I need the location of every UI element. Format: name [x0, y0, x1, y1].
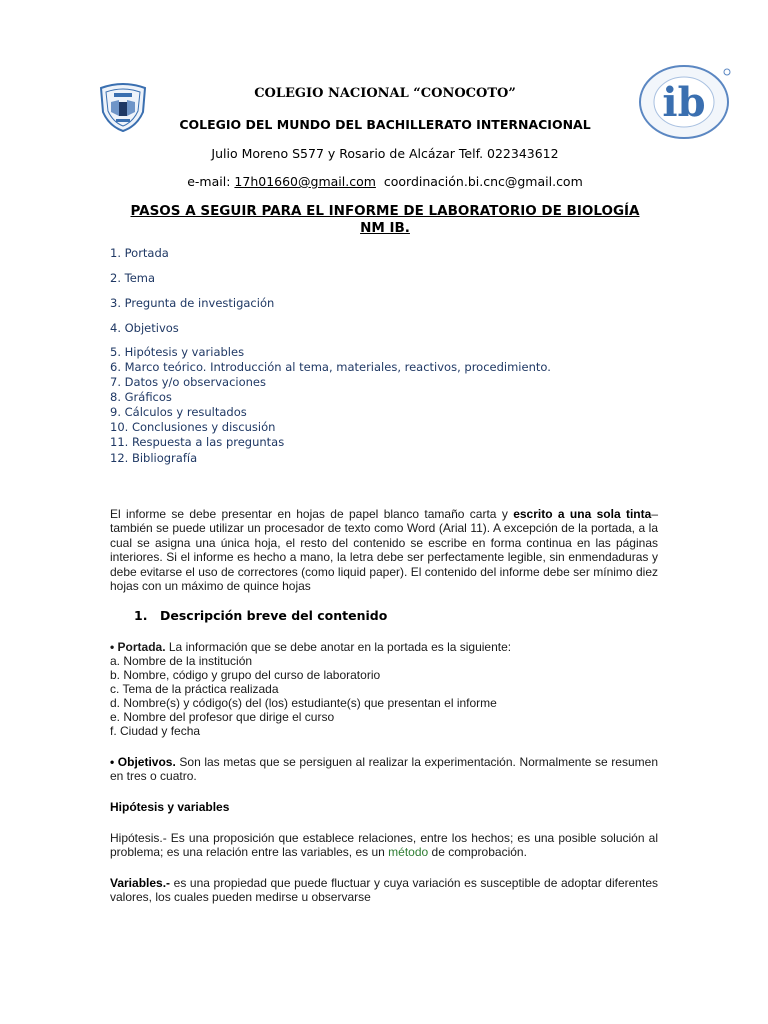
- outline-item: 9. Cálculos y resultados: [110, 405, 247, 419]
- portada-item: e. Nombre del profesor que dirige el curso: [110, 710, 335, 724]
- portada-item: d. Nombre(s) y código(s) del (los) estudiante(s) que presentan el informe: [110, 696, 497, 710]
- objetivos-bullet: • Objetivos.: [110, 755, 176, 769]
- variables-text: es una propiedad que puede fluctuar y cuya variación es susceptible de adoptar diferentes valores, los cuales pueden medirse u observarse: [110, 876, 658, 905]
- portada-item: c. Tema de la práctica realizada: [110, 682, 279, 696]
- school-shield-logo: [97, 82, 149, 132]
- outline-item: 8. Gráficos: [110, 390, 172, 404]
- portada-lead: La información que se debe anotar en la portada es la siguiente:: [165, 640, 512, 654]
- section-number: 1.: [134, 608, 148, 623]
- intro-paragraph: [110, 507, 658, 593]
- variables-label: Variables.-: [110, 876, 171, 890]
- ib-logo-text: ib: [662, 79, 706, 126]
- hipotesis-heading: Hipótesis y variables: [110, 800, 230, 814]
- program-name: COLEGIO DEL MUNDO DEL BACHILLERATO INTERNACIONAL: [179, 117, 591, 132]
- outline-item: 6. Marco teórico. Introducción al tema, materiales, reactivos, procedimiento.: [110, 360, 551, 374]
- hipotesis-text-start: Hipótesis.- Es una proposición que establece relaciones, entre los hechos; es una posible solución al problema; es una relación entre las variables, es un: [110, 831, 658, 860]
- hipotesis-paragraph: [110, 831, 658, 860]
- email-2: coordinación.bi.cnc@gmail.com: [383, 174, 583, 189]
- document-title: [100, 203, 670, 237]
- intro-text-rest: –también se puede utilizar un procesador de texto como Word (Arial 11). A excepción de la portada, a la cual se asigna una única hoja, el resto del contenido se escribe en forma continua en las páginas interiores. Si el informe es hecho a mano, la letra debe ser perfectamente legible, sin enmendaduras y debe evitarse el uso de correctores (como liquid paper). El contenido del informe debe ser mínimo diez hojas con un máximo de quince hojas: [110, 507, 658, 594]
- outline-item: 5. Hipótesis y variables: [110, 345, 245, 359]
- portada-bullet: • Portada.: [110, 640, 166, 654]
- address-line: Julio Moreno S577 y Rosario de Alcázar Telf. 022343612: [211, 146, 559, 161]
- objetivos-paragraph: [110, 755, 658, 784]
- outline-item: 2. Tema: [110, 271, 156, 285]
- email-link-1[interactable]: 17h01660@gmail.com: [234, 174, 376, 189]
- institution-name: COLEGIO NACIONAL “CONOCOTO”: [254, 86, 516, 101]
- hipotesis-text-end: de comprobación.: [428, 845, 527, 860]
- title-line-1: PASOS A SEGUIR PARA EL INFORME DE LABORATORIO DE BIOLOGÍA: [130, 203, 640, 219]
- portada-item: b. Nombre, código y grupo del curso de laboratorio: [110, 668, 381, 682]
- outline-item: 10. Conclusiones y discusión: [110, 420, 276, 434]
- email-label: e-mail:: [187, 174, 231, 189]
- objetivos-text: Son las metas que se persiguen al realizar la experimentación. Normalmente se resumen en tres o cuatro.: [110, 755, 658, 784]
- variables-paragraph: [110, 876, 658, 905]
- outline-item: 11. Respuesta a las preguntas: [110, 435, 285, 449]
- metodo-link[interactable]: método: [388, 845, 429, 860]
- intro-bold: escrito a una sola tinta: [513, 507, 652, 521]
- section-heading: [134, 608, 387, 623]
- ib-world-school-logo: [637, 64, 735, 140]
- email-line: [150, 174, 620, 189]
- portada-block: [110, 640, 511, 738]
- section-title: Descripción breve del contenido: [160, 608, 388, 623]
- outline-item: 12. Bibliografía: [110, 451, 198, 465]
- outline-item: 3. Pregunta de investigación: [110, 296, 275, 310]
- outline-item: 7. Datos y/o observaciones: [110, 375, 266, 389]
- outline-item: 4. Objetivos: [110, 321, 179, 335]
- portada-item: f. Ciudad y fecha: [110, 724, 201, 738]
- title-line-2: NM IB.: [360, 220, 410, 236]
- portada-item: a. Nombre de la institución: [110, 654, 253, 668]
- outline-item: 1. Portada: [110, 246, 169, 260]
- intro-text-start: El informe se debe presentar en hojas de papel blanco tamaño carta y: [110, 507, 514, 521]
